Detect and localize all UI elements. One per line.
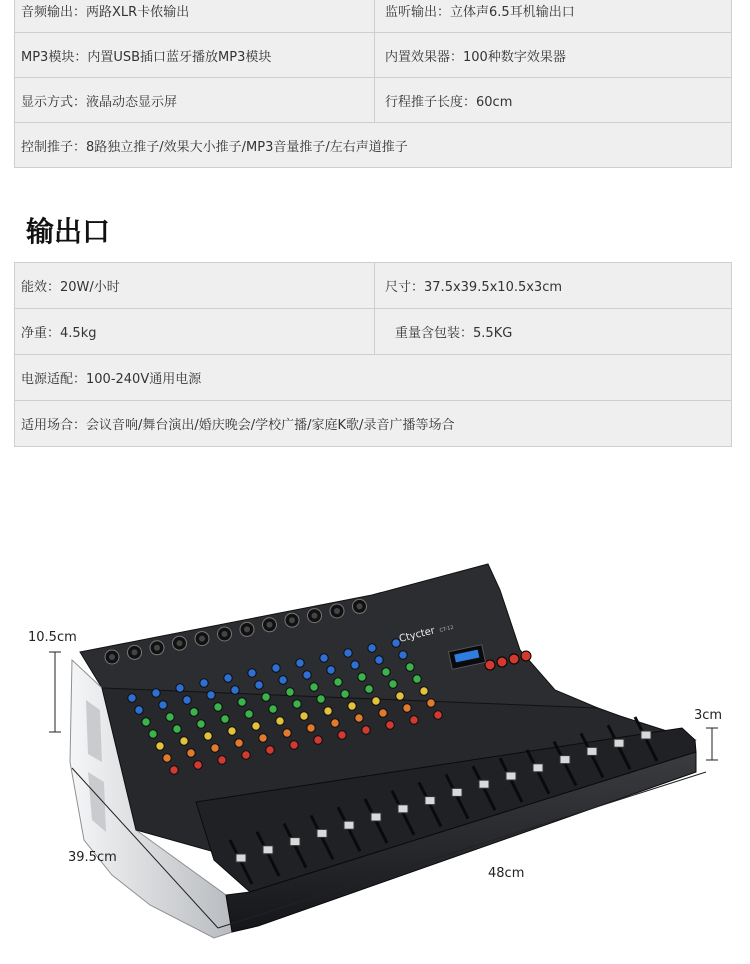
channel-knob-icon (338, 731, 346, 739)
xlr-jack-core-icon (177, 640, 183, 646)
channel-knob-icon (351, 661, 359, 669)
channel-knob-icon (173, 725, 181, 733)
spec-cell (15, 263, 375, 309)
channel-knob-icon (341, 690, 349, 698)
master-knob-icon (485, 660, 495, 670)
channel-knob-icon (355, 714, 363, 722)
spec-value: 4.5kg (60, 326, 97, 341)
spec-label: 适用场合： (21, 418, 87, 433)
channel-knob-icon (375, 656, 383, 664)
spec-row (15, 309, 732, 355)
channel-knob-icon (259, 734, 267, 742)
master-knob-icon (521, 651, 531, 661)
channel-knob-icon (255, 681, 263, 689)
channel-knob-icon (283, 729, 291, 737)
spec-label: 重量含包装： (395, 326, 474, 341)
fader-cap-icon (344, 821, 354, 829)
channel-knob-icon (272, 664, 280, 672)
fader-cap-icon (425, 797, 435, 805)
channel-knob-icon (152, 689, 160, 697)
channel-knob-icon (420, 687, 428, 695)
spec-label: 显示方式： (21, 94, 87, 110)
channel-knob-icon (245, 710, 253, 718)
spec-row (15, 263, 732, 309)
fader-cap-icon (452, 788, 462, 796)
channel-knob-icon (314, 736, 322, 744)
mixer-image (0, 540, 750, 960)
fader-cap-icon (317, 829, 327, 837)
brand-logo: Ctycter (398, 625, 437, 645)
channel-knob-icon (368, 644, 376, 652)
spec-cell (375, 78, 732, 123)
fader-cap-icon (587, 747, 597, 755)
channel-knob-icon (358, 673, 366, 681)
spec-label: 电源适配： (21, 372, 87, 387)
xlr-jack-core-icon (289, 617, 295, 623)
spec-cell (15, 401, 732, 447)
channel-knob-icon (238, 698, 246, 706)
spec-row (15, 401, 732, 447)
xlr-jack-core-icon (244, 626, 250, 632)
spec-label: 能效： (21, 280, 61, 295)
spec-cell (375, 309, 732, 355)
fader-cap-icon (533, 764, 543, 772)
channel-knob-icon (324, 707, 332, 715)
spec-value: 会议音响/舞台演出/婚庆晚会/学校广播/家庭K歌/录音广播等场合 (86, 418, 455, 433)
channel-knob-icon (386, 721, 394, 729)
spec-cell (15, 309, 375, 355)
channel-knob-icon (266, 746, 274, 754)
channel-knob-icon (262, 693, 270, 701)
spec-cell (15, 355, 732, 401)
section-title: 输出口 (26, 215, 111, 248)
fader-cap-icon (371, 813, 381, 821)
width-label: 48cm (488, 866, 525, 881)
channel-knob-icon (372, 697, 380, 705)
channel-knob-icon (149, 730, 157, 738)
channel-knob-icon (269, 705, 277, 713)
channel-knob-icon (331, 719, 339, 727)
channel-knob-icon (187, 749, 195, 757)
spec-value: 60cm (476, 94, 513, 110)
channel-knob-icon (327, 666, 335, 674)
xlr-jack-core-icon (312, 613, 318, 619)
fader-cap-icon (236, 854, 246, 862)
channel-knob-icon (128, 694, 136, 702)
spec-value: 5.5KG (473, 326, 513, 341)
channel-knob-icon (166, 713, 174, 721)
channel-knob-icon (242, 751, 250, 759)
channel-knob-icon (413, 675, 421, 683)
spec-value: 立体声6.5耳机输出口 (450, 4, 575, 20)
channel-knob-icon (248, 669, 256, 677)
xlr-jack-core-icon (334, 608, 340, 614)
channel-knob-icon (207, 691, 215, 699)
spec-value: 100种数字效果器 (463, 49, 566, 65)
fader-cap-icon (263, 846, 273, 854)
xlr-jack-core-icon (199, 636, 205, 642)
channel-knob-icon (224, 674, 232, 682)
depth-label: 39.5cm (68, 850, 117, 865)
spec-value: 100-240V通用电源 (86, 372, 202, 387)
fader-cap-icon (614, 739, 624, 747)
xlr-jack-core-icon (109, 654, 115, 660)
channel-knob-icon (406, 663, 414, 671)
channel-knob-icon (197, 720, 205, 728)
spec-row (15, 355, 732, 401)
channel-knob-icon (348, 702, 356, 710)
channel-knob-icon (362, 726, 370, 734)
spec-row (15, 123, 732, 168)
spec-table-top (14, 0, 732, 168)
channel-knob-icon (183, 696, 191, 704)
master-knob-icon (497, 657, 507, 667)
spec-row (15, 33, 732, 78)
spec-value: 37.5x39.5x10.5x3cm (424, 280, 563, 295)
spec-row (15, 0, 732, 33)
channel-knob-icon (276, 717, 284, 725)
channel-knob-icon (176, 684, 184, 692)
spec-label: 尺寸： (385, 280, 425, 295)
channel-knob-icon (252, 722, 260, 730)
spec-cell (15, 33, 375, 78)
channel-knob-icon (379, 709, 387, 717)
spec-value: 8路独立推子/效果大小推子/MP3音量推子/左右声道推子 (86, 139, 408, 155)
channel-knob-icon (303, 671, 311, 679)
fader-cap-icon (398, 805, 408, 813)
channel-knob-icon (293, 700, 301, 708)
channel-knob-icon (300, 712, 308, 720)
spec-table-bottom (14, 262, 732, 447)
spec-value: 内置USB插口蓝牙播放MP3模块 (87, 49, 272, 65)
channel-knob-icon (180, 737, 188, 745)
spec-value: 两路XLR卡侬输出 (86, 4, 190, 20)
channel-knob-icon (231, 686, 239, 694)
channel-knob-icon (156, 742, 164, 750)
height-label: 10.5cm (28, 630, 77, 645)
spec-label: 内置效果器： (385, 49, 464, 65)
spec-label: 行程推子长度： (385, 94, 477, 110)
channel-knob-icon (235, 739, 243, 747)
channel-knob-icon (389, 680, 397, 688)
fader-cap-icon (479, 780, 489, 788)
channel-knob-icon (190, 708, 198, 716)
xlr-jack-core-icon (222, 631, 228, 637)
channel-knob-icon (410, 716, 418, 724)
product-illustration (0, 540, 750, 960)
channel-knob-icon (365, 685, 373, 693)
channel-knob-icon (159, 701, 167, 709)
spec-label: 控制推子： (21, 139, 87, 155)
spec-label: 净重： (21, 326, 61, 341)
channel-knob-icon (399, 651, 407, 659)
fader-cap-icon (290, 838, 300, 846)
channel-knob-icon (170, 766, 178, 774)
channel-knob-icon (200, 679, 208, 687)
channel-knob-icon (317, 695, 325, 703)
spec-label: 监听输出： (385, 4, 451, 20)
channel-knob-icon (286, 688, 294, 696)
channel-knob-icon (163, 754, 171, 762)
spec-label: MP3模块： (21, 49, 88, 65)
fader-cap-icon (560, 756, 570, 764)
channel-knob-icon (211, 744, 219, 752)
channel-knob-icon (218, 756, 226, 764)
channel-knob-icon (382, 668, 390, 676)
channel-knob-icon (194, 761, 202, 769)
channel-knob-icon (334, 678, 342, 686)
master-knob-icon (509, 654, 519, 664)
spec-cell (15, 123, 732, 168)
front-height-label: 3cm (694, 708, 723, 723)
channel-knob-icon (204, 732, 212, 740)
channel-knob-icon (320, 654, 328, 662)
spec-label: 音频输出： (21, 4, 87, 20)
spec-cell (375, 263, 732, 309)
spec-value: 20W/小时 (60, 280, 120, 295)
channel-knob-icon (344, 649, 352, 657)
xlr-jack-core-icon (357, 603, 363, 609)
xlr-jack-core-icon (154, 645, 160, 651)
channel-knob-icon (296, 659, 304, 667)
spec-cell (15, 0, 375, 33)
model-label: CT-12 (439, 624, 455, 634)
channel-knob-icon (307, 724, 315, 732)
channel-knob-icon (396, 692, 404, 700)
channel-knob-icon (310, 683, 318, 691)
channel-knob-icon (221, 715, 229, 723)
channel-knob-icon (279, 676, 287, 684)
channel-knob-icon (228, 727, 236, 735)
channel-knob-icon (403, 704, 411, 712)
spec-row (15, 78, 732, 123)
spec-cell (375, 0, 732, 33)
xlr-jack-core-icon (132, 649, 138, 655)
spec-cell (375, 33, 732, 78)
spec-cell (15, 78, 375, 123)
channel-knob-icon (427, 699, 435, 707)
channel-knob-icon (214, 703, 222, 711)
xlr-jack-core-icon (267, 622, 273, 628)
channel-knob-icon (434, 711, 442, 719)
fader-cap-icon (641, 731, 651, 739)
channel-knob-icon (135, 706, 143, 714)
spec-value: 液晶动态显示屏 (86, 94, 178, 110)
channel-knob-icon (142, 718, 150, 726)
fader-cap-icon (506, 772, 516, 780)
channel-knob-icon (290, 741, 298, 749)
